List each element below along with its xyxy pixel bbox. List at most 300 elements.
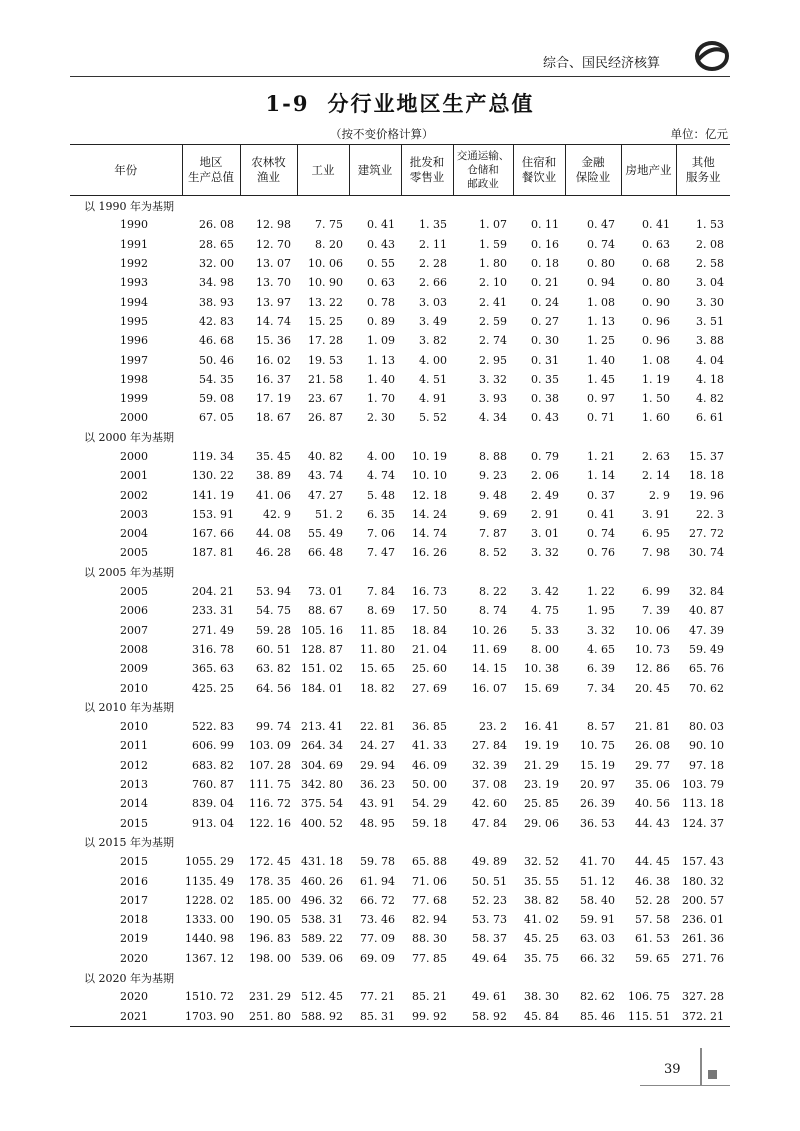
table-row — [70, 717, 730, 736]
value-cell: 34. 98 — [199, 276, 234, 290]
value-cell: 103. 09 — [249, 739, 291, 753]
table-row — [70, 485, 730, 504]
value-cell: 0. 35 — [531, 372, 559, 386]
value-cell: 3. 91 — [642, 507, 670, 521]
value-cell: 0. 79 — [531, 450, 559, 463]
value-cell: 431. 18 — [301, 855, 343, 869]
gdp-by-industry-table — [70, 144, 730, 1027]
value-cell: 1510. 72 — [185, 990, 234, 1004]
value-cell: 3. 32 — [587, 623, 615, 637]
value-cell: 3. 32 — [531, 546, 559, 560]
value-cell: 400. 52 — [301, 816, 343, 830]
value-cell: 3. 01 — [531, 527, 559, 541]
value-cell: 59. 78 — [360, 855, 395, 869]
value-cell: 18. 18 — [689, 469, 724, 483]
value-cell: 36. 53 — [580, 816, 615, 830]
year-cell: 2006 — [120, 604, 148, 618]
table-row — [70, 756, 730, 775]
value-cell: 1. 45 — [587, 372, 615, 386]
value-cell: 180. 32 — [682, 874, 724, 888]
table-row — [70, 1006, 730, 1026]
value-cell: 17. 19 — [256, 392, 291, 406]
value-cell: 2. 06 — [531, 469, 559, 483]
table-row — [70, 408, 730, 427]
value-cell: 0. 38 — [531, 392, 559, 406]
table-row — [70, 891, 730, 910]
value-cell: 41. 02 — [524, 913, 559, 927]
value-cell: 0. 96 — [642, 314, 670, 328]
value-cell: 178. 35 — [249, 874, 291, 888]
footer-rule — [640, 1085, 730, 1086]
table-header-row — [70, 145, 730, 196]
value-cell: 327. 28 — [682, 990, 724, 1004]
base-year-group-row — [70, 968, 730, 987]
value-cell: 12. 86 — [635, 662, 670, 676]
value-cell: 25. 60 — [412, 662, 447, 676]
value-cell: 0. 97 — [587, 392, 615, 406]
value-cell: 59. 65 — [635, 951, 670, 965]
value-cell: 42. 83 — [199, 314, 234, 328]
value-cell: 2. 66 — [419, 276, 447, 290]
value-cell: 77. 85 — [412, 951, 447, 965]
value-cell: 122. 16 — [249, 816, 291, 830]
value-cell: 41. 06 — [256, 488, 291, 502]
value-cell: 1333. 00 — [185, 913, 234, 927]
value-cell: 3. 03 — [419, 295, 447, 309]
table-number: 1-9 — [265, 91, 310, 116]
value-cell: 26. 08 — [199, 218, 234, 232]
value-cell: 80. 03 — [689, 720, 724, 734]
value-cell: 372. 21 — [676, 1006, 730, 1026]
value-cell: 41. 33 — [412, 739, 447, 753]
value-cell: 111. 75 — [249, 778, 291, 792]
table-row — [70, 910, 730, 929]
column-header: 房地产业 — [621, 145, 676, 196]
value-cell: 2. 30 — [367, 411, 395, 425]
value-cell: 49. 89 — [472, 855, 507, 869]
value-cell: 63. 82 — [256, 662, 291, 676]
value-cell: 460. 26 — [301, 874, 343, 888]
value-cell: 9. 69 — [479, 507, 507, 521]
value-cell: 14. 24 — [412, 507, 447, 521]
column-header: 年份 — [70, 145, 182, 196]
value-cell: 8. 52 — [479, 546, 507, 560]
value-cell: 64. 56 — [256, 681, 291, 695]
value-cell: 4. 75 — [531, 604, 559, 618]
year-cell: 2011 — [120, 739, 148, 753]
year-cell: 2018 — [120, 913, 148, 927]
table-title: 分行业地区生产总值 — [327, 91, 535, 116]
year-cell: 1991 — [120, 237, 148, 251]
year-cell: 2000 — [120, 450, 148, 463]
value-cell: 59. 18 — [412, 816, 447, 830]
section-label: 综合、国民经济核算 — [542, 56, 660, 71]
value-cell: 7. 47 — [367, 546, 395, 560]
value-cell: 59. 08 — [199, 392, 234, 406]
value-cell: 153. 91 — [192, 507, 234, 521]
value-cell: 187. 81 — [192, 546, 234, 560]
value-cell: 0. 47 — [587, 218, 615, 232]
year-cell: 1994 — [120, 295, 148, 309]
value-cell: 65. 88 — [412, 855, 447, 869]
value-cell: 16. 26 — [412, 546, 447, 560]
value-cell: 1. 19 — [642, 372, 670, 386]
value-cell: 1. 22 — [587, 585, 615, 599]
value-cell: 6. 39 — [587, 662, 615, 676]
year-cell: 2004 — [120, 527, 148, 541]
value-cell: 1440. 98 — [185, 932, 234, 946]
table-row — [70, 215, 730, 234]
value-cell: 8. 74 — [479, 604, 507, 618]
value-cell: 4. 04 — [696, 353, 724, 367]
value-cell: 26. 08 — [635, 739, 670, 753]
value-cell: 105. 16 — [301, 623, 343, 637]
table-row — [70, 678, 730, 697]
value-cell: 9. 48 — [479, 488, 507, 502]
year-cell: 2015 — [120, 816, 148, 830]
table-row — [70, 794, 730, 813]
value-cell: 0. 96 — [642, 334, 670, 348]
table-row — [70, 814, 730, 833]
year-cell: 2012 — [120, 758, 148, 772]
value-cell: 60. 51 — [256, 642, 291, 656]
table-row — [70, 582, 730, 601]
value-cell: 59. 91 — [580, 913, 615, 927]
value-cell: 151. 02 — [301, 662, 343, 676]
year-cell: 2005 — [120, 546, 148, 560]
table-row — [70, 775, 730, 794]
value-cell: 2. 41 — [479, 295, 507, 309]
value-cell: 38. 93 — [199, 295, 234, 309]
value-cell: 44. 45 — [635, 855, 670, 869]
table-row — [70, 659, 730, 678]
table-row — [70, 601, 730, 620]
value-cell: 0. 41 — [367, 218, 395, 232]
value-cell: 3. 04 — [696, 276, 724, 290]
value-cell: 70. 62 — [689, 681, 724, 695]
value-cell: 73. 01 — [308, 585, 343, 599]
value-cell: 7. 39 — [642, 604, 670, 618]
value-cell: 3. 88 — [696, 334, 724, 348]
value-cell: 54. 29 — [412, 797, 447, 811]
value-cell: 37. 08 — [472, 778, 507, 792]
value-cell: 44. 08 — [256, 527, 291, 541]
base-year-label: 以 1990 年为基期 — [84, 199, 174, 213]
table-row — [70, 524, 730, 543]
value-cell: 1703. 90 — [182, 1006, 240, 1026]
value-cell: 42. 9 — [263, 507, 291, 521]
base-year-group-row — [70, 196, 730, 216]
value-cell: 17. 50 — [412, 604, 447, 618]
value-cell: 1. 07 — [479, 218, 507, 232]
value-cell: 40. 87 — [689, 604, 724, 618]
value-cell: 66. 32 — [580, 951, 615, 965]
value-cell: 13. 22 — [308, 295, 343, 309]
value-cell: 0. 18 — [531, 257, 559, 271]
value-cell: 3. 82 — [419, 334, 447, 348]
value-cell: 0. 43 — [367, 237, 395, 251]
value-cell: 539. 06 — [301, 951, 343, 965]
value-cell: 50. 46 — [199, 353, 234, 367]
value-cell: 38. 30 — [524, 990, 559, 1004]
column-header: 农林牧 渔业 — [240, 145, 297, 196]
value-cell: 66. 48 — [308, 546, 343, 560]
value-cell: 7. 87 — [479, 527, 507, 541]
value-cell: 913. 04 — [192, 816, 234, 830]
column-header: 金融 保险业 — [565, 145, 621, 196]
value-cell: 42. 60 — [472, 797, 507, 811]
value-cell: 61. 53 — [635, 932, 670, 946]
base-year-group-row — [70, 833, 730, 852]
base-year-label: 以 2010 年为基期 — [84, 701, 174, 715]
price-basis-note: （按不变价格计算） — [330, 127, 434, 141]
value-cell: 88. 67 — [308, 604, 343, 618]
value-cell: 0. 89 — [367, 314, 395, 328]
value-cell: 606. 99 — [192, 739, 234, 753]
value-cell: 32. 00 — [199, 257, 234, 271]
year-cell: 2016 — [120, 874, 148, 888]
value-cell: 7. 75 — [315, 218, 343, 232]
value-cell: 16. 07 — [472, 681, 507, 695]
value-cell: 1. 60 — [642, 411, 670, 425]
value-cell: 73. 46 — [360, 913, 395, 927]
value-cell: 99. 92 — [401, 1006, 453, 1026]
value-cell: 588. 92 — [297, 1006, 349, 1026]
value-cell: 11. 85 — [360, 623, 395, 637]
value-cell: 6. 99 — [642, 585, 670, 599]
value-cell: 50. 00 — [412, 778, 447, 792]
table-row — [70, 370, 730, 389]
publisher-logo-icon — [694, 38, 730, 74]
value-cell: 115. 51 — [621, 1006, 676, 1026]
base-year-group-row — [70, 698, 730, 717]
value-cell: 85. 31 — [349, 1006, 401, 1026]
year-cell: 2014 — [120, 797, 148, 811]
column-header: 地区 生产总值 — [182, 145, 240, 196]
value-cell: 0. 11 — [531, 218, 559, 232]
value-cell: 1. 14 — [587, 469, 615, 483]
table-body — [70, 196, 730, 1027]
value-cell: 44. 43 — [635, 816, 670, 830]
unit-label: 单位：亿元 — [670, 127, 728, 141]
value-cell: 4. 34 — [479, 411, 507, 425]
value-cell: 48. 95 — [360, 816, 395, 830]
value-cell: 8. 20 — [315, 237, 343, 251]
value-cell: 16. 37 — [256, 372, 291, 386]
value-cell: 47. 84 — [472, 816, 507, 830]
year-cell: 1999 — [120, 392, 148, 406]
value-cell: 538. 31 — [301, 913, 343, 927]
value-cell: 53. 73 — [472, 913, 507, 927]
value-cell: 0. 41 — [587, 507, 615, 521]
value-cell: 8. 69 — [367, 604, 395, 618]
value-cell: 26. 39 — [580, 797, 615, 811]
value-cell: 375. 54 — [301, 797, 343, 811]
value-cell: 55. 49 — [308, 527, 343, 541]
value-cell: 1228. 02 — [185, 893, 234, 907]
value-cell: 198. 00 — [249, 951, 291, 965]
value-cell: 25. 85 — [524, 797, 559, 811]
value-cell: 35. 45 — [256, 450, 291, 463]
value-cell: 2. 9 — [649, 488, 670, 502]
value-cell: 107. 28 — [249, 758, 291, 772]
value-cell: 58. 40 — [580, 893, 615, 907]
value-cell: 45. 84 — [513, 1006, 565, 1026]
value-cell: 0. 68 — [642, 257, 670, 271]
column-header: 交通运输、 仓储和 邮政业 — [453, 145, 513, 196]
table-row — [70, 929, 730, 948]
value-cell: 425. 25 — [192, 681, 234, 695]
value-cell: 49. 61 — [472, 990, 507, 1004]
year-cell: 2010 — [120, 720, 148, 734]
value-cell: 35. 75 — [524, 951, 559, 965]
table-row — [70, 852, 730, 871]
value-cell: 14. 15 — [472, 662, 507, 676]
value-cell: 9. 23 — [479, 469, 507, 483]
value-cell: 27. 72 — [689, 527, 724, 541]
year-cell: 2009 — [120, 662, 148, 676]
table-row — [70, 987, 730, 1006]
value-cell: 13. 07 — [256, 257, 291, 271]
value-cell: 522. 83 — [192, 720, 234, 734]
value-cell: 85. 21 — [412, 990, 447, 1004]
value-cell: 130. 22 — [192, 469, 234, 483]
value-cell: 23. 19 — [524, 778, 559, 792]
value-cell: 46. 09 — [412, 758, 447, 772]
value-cell: 15. 69 — [524, 681, 559, 695]
value-cell: 0. 80 — [587, 257, 615, 271]
table-row — [70, 466, 730, 485]
value-cell: 2. 11 — [419, 237, 447, 251]
year-cell: 2021 — [70, 1006, 182, 1026]
value-cell: 1. 08 — [642, 353, 670, 367]
value-cell: 2. 63 — [642, 450, 670, 463]
value-cell: 496. 32 — [301, 893, 343, 907]
table-row — [70, 621, 730, 640]
value-cell: 30. 74 — [689, 546, 724, 560]
value-cell: 12. 98 — [256, 218, 291, 232]
year-cell: 2007 — [120, 623, 148, 637]
value-cell: 40. 56 — [635, 797, 670, 811]
value-cell: 196. 83 — [249, 932, 291, 946]
value-cell: 12. 70 — [256, 237, 291, 251]
value-cell: 1. 59 — [479, 237, 507, 251]
value-cell: 77. 09 — [360, 932, 395, 946]
value-cell: 10. 75 — [580, 739, 615, 753]
value-cell: 38. 89 — [256, 469, 291, 483]
value-cell: 8. 00 — [531, 642, 559, 656]
value-cell: 200. 57 — [682, 893, 724, 907]
value-cell: 2. 49 — [531, 488, 559, 502]
value-cell: 23. 67 — [308, 392, 343, 406]
table-row — [70, 235, 730, 254]
value-cell: 16. 02 — [256, 353, 291, 367]
value-cell: 61. 94 — [360, 874, 395, 888]
value-cell: 1. 21 — [587, 450, 615, 463]
value-cell: 4. 18 — [696, 372, 724, 386]
value-cell: 0. 94 — [587, 276, 615, 290]
value-cell: 10. 06 — [635, 623, 670, 637]
value-cell: 58. 92 — [453, 1006, 513, 1026]
value-cell: 97. 18 — [689, 758, 724, 772]
value-cell: 3. 93 — [479, 392, 507, 406]
value-cell: 10. 38 — [524, 662, 559, 676]
value-cell: 0. 16 — [531, 237, 559, 251]
year-cell: 2003 — [120, 507, 148, 521]
value-cell: 2. 95 — [479, 353, 507, 367]
value-cell: 46. 68 — [199, 334, 234, 348]
value-cell: 1. 80 — [479, 257, 507, 271]
value-cell: 1. 50 — [642, 392, 670, 406]
table-row — [70, 273, 730, 292]
value-cell: 365. 63 — [192, 662, 234, 676]
value-cell: 59. 49 — [689, 642, 724, 656]
year-cell: 2000 — [120, 411, 148, 425]
value-cell: 0. 63 — [367, 276, 395, 290]
table-row — [70, 736, 730, 755]
table-row — [70, 505, 730, 524]
value-cell: 157. 43 — [682, 855, 724, 869]
column-header: 建筑业 — [349, 145, 401, 196]
table-row — [70, 949, 730, 968]
value-cell: 20. 97 — [580, 778, 615, 792]
value-cell: 46. 28 — [256, 546, 291, 560]
year-cell: 2010 — [120, 681, 148, 695]
table-row — [70, 543, 730, 562]
value-cell: 0. 76 — [587, 546, 615, 560]
value-cell: 2. 14 — [642, 469, 670, 483]
value-cell: 204. 21 — [192, 585, 234, 599]
value-cell: 0. 78 — [367, 295, 395, 309]
table-row — [70, 350, 730, 369]
value-cell: 5. 33 — [531, 623, 559, 637]
table-row — [70, 640, 730, 659]
table-row — [70, 447, 730, 466]
year-cell: 1993 — [120, 276, 148, 290]
value-cell: 1. 35 — [419, 218, 447, 232]
column-header: 其他 服务业 — [676, 145, 730, 196]
value-cell: 589. 22 — [301, 932, 343, 946]
page-number: 39 — [664, 1062, 681, 1077]
column-header: 批发和 零售业 — [401, 145, 453, 196]
year-cell: 2002 — [120, 488, 148, 502]
value-cell: 11. 80 — [360, 642, 395, 656]
value-cell: 6. 61 — [696, 411, 724, 425]
value-cell: 65. 76 — [689, 662, 724, 676]
value-cell: 271. 76 — [682, 951, 724, 965]
value-cell: 26. 87 — [308, 411, 343, 425]
page-title — [0, 88, 800, 118]
value-cell: 4. 00 — [367, 450, 395, 463]
year-cell: 2013 — [120, 778, 148, 792]
value-cell: 23. 2 — [479, 720, 507, 734]
footer-divider — [700, 1048, 702, 1086]
value-cell: 41. 70 — [580, 855, 615, 869]
table-row — [70, 331, 730, 350]
running-header — [70, 46, 730, 77]
table-row — [70, 389, 730, 408]
value-cell: 213. 41 — [301, 720, 343, 734]
value-cell: 261. 36 — [682, 932, 724, 946]
year-cell: 1996 — [120, 334, 148, 348]
year-cell: 2020 — [120, 951, 148, 965]
base-year-group-row — [70, 563, 730, 582]
value-cell: 304. 69 — [301, 758, 343, 772]
value-cell: 0. 41 — [642, 218, 670, 232]
value-cell: 47. 27 — [308, 488, 343, 502]
year-cell: 2001 — [120, 469, 148, 483]
value-cell: 0. 55 — [367, 257, 395, 271]
